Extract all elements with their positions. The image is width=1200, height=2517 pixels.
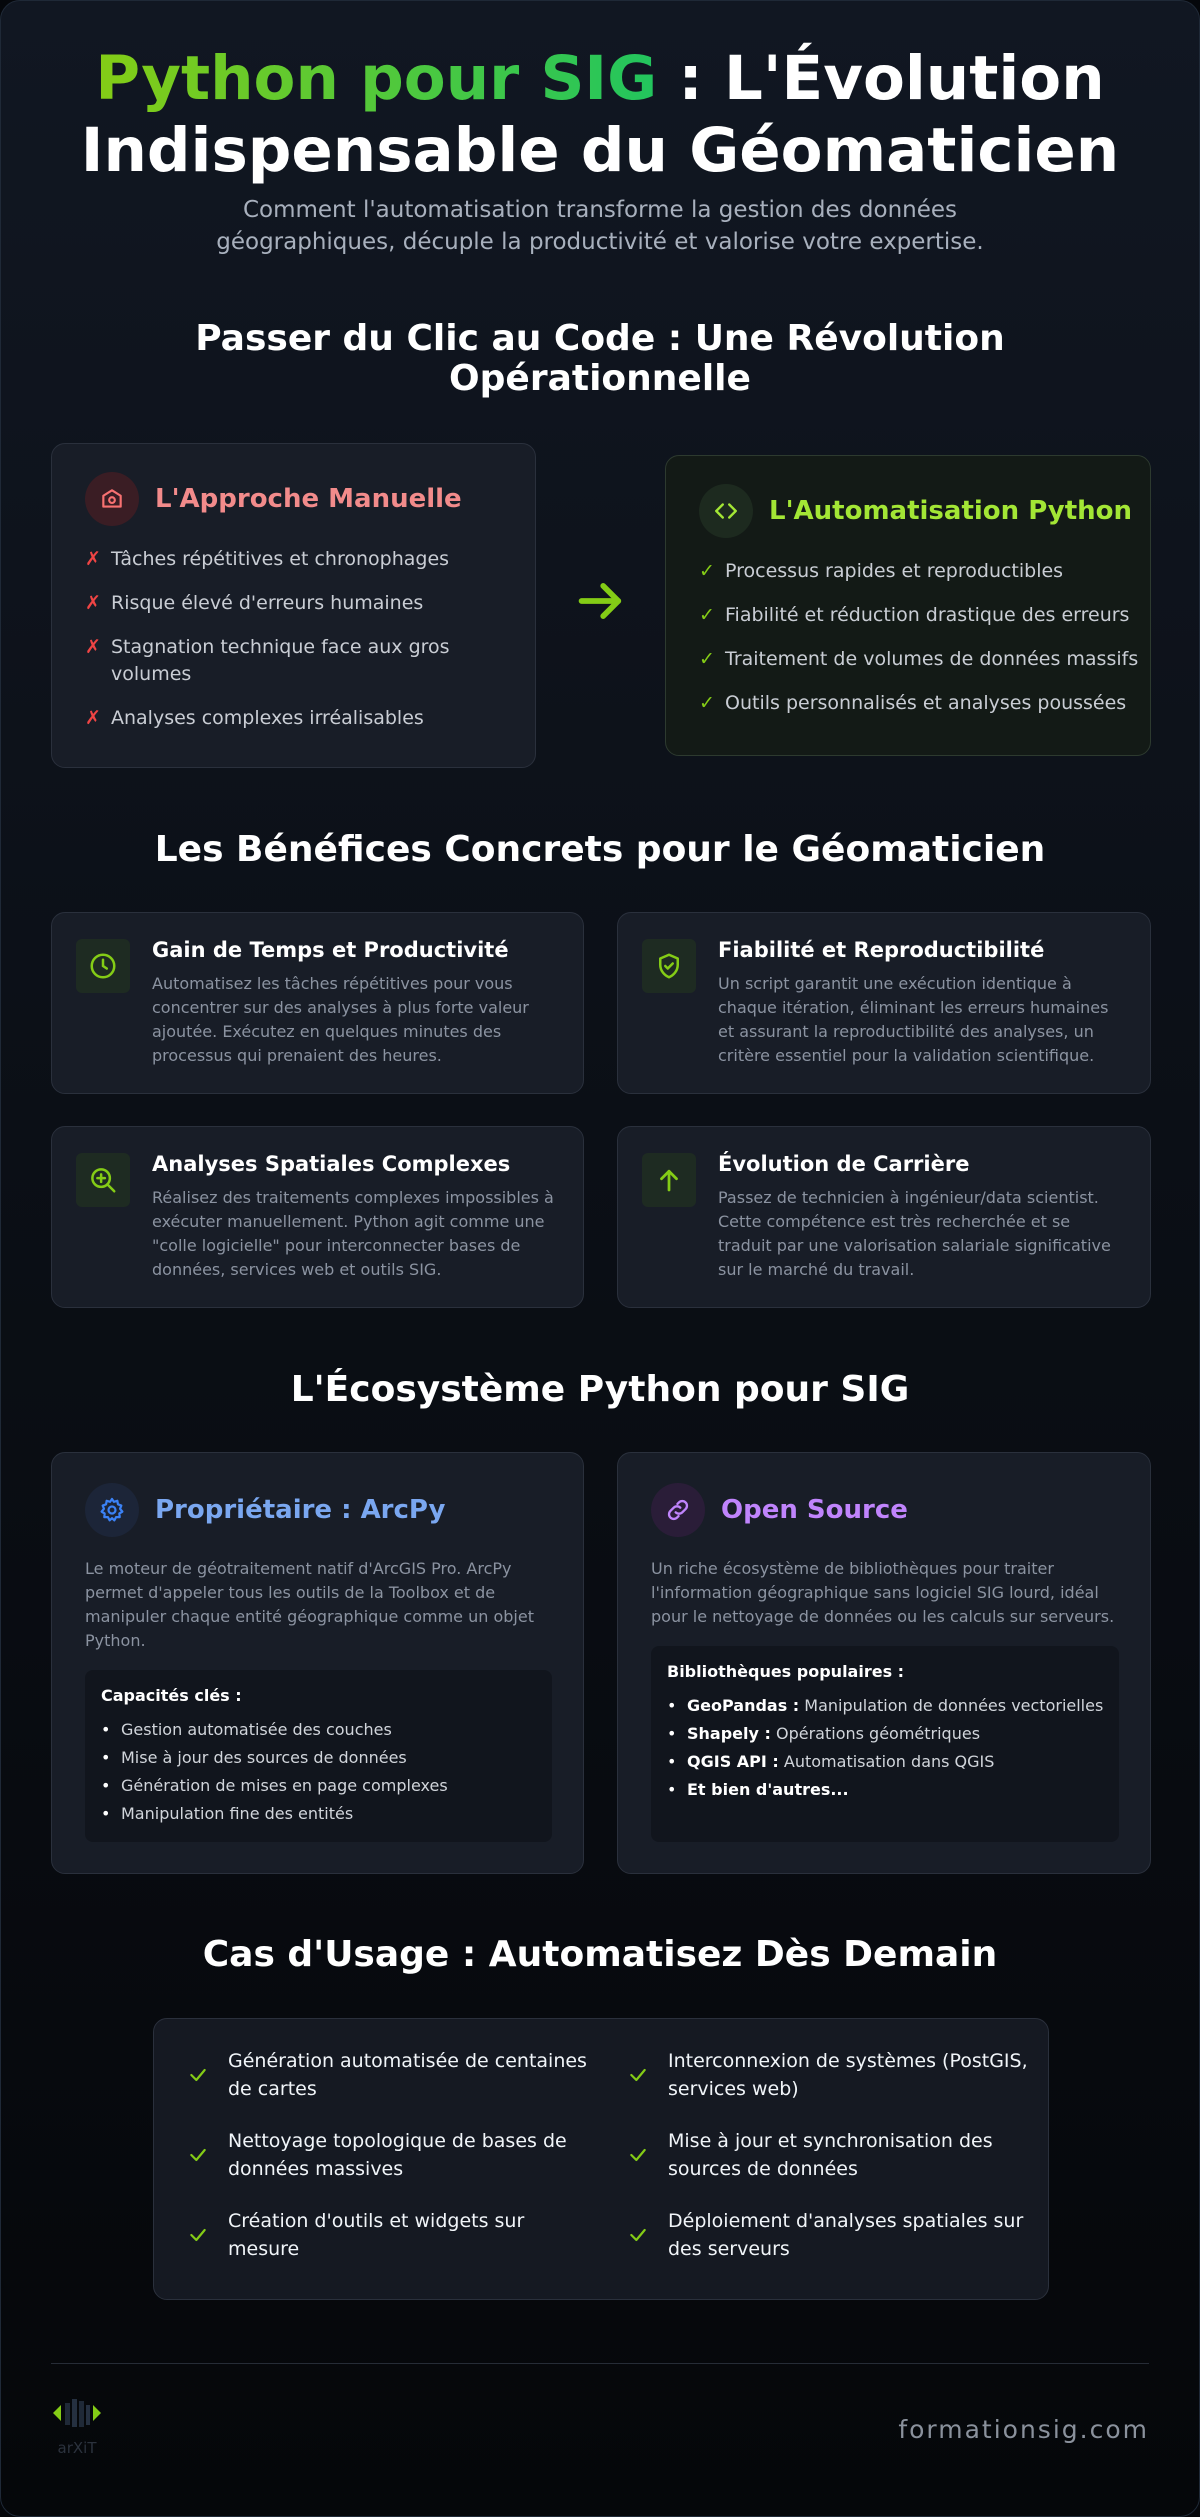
manual-approach-card	[51, 443, 536, 768]
check-icon	[188, 2145, 208, 2165]
check-icon: ✓	[699, 648, 715, 670]
list-item: ✗ Tâches répétitives et chronophages	[85, 546, 505, 573]
list-item: • GeoPandas : Manipulation de données vectorielles	[665, 1694, 1105, 1718]
list-item: ✓ Fiabilité et réduction drastique des erreurs	[699, 602, 1139, 629]
section-title-benefits: Les Bénéfices Concrets pour le Géomaticien	[154, 829, 1046, 870]
page-title-line2: Indispensable du Géomaticien	[80, 115, 1120, 186]
cross-icon: ✗	[85, 592, 101, 614]
list-item: • Manipulation fine des entités	[99, 1802, 539, 1826]
section-title-use-cases: Cas d'Usage : Automatisez Dès Demain	[202, 1934, 998, 1975]
link-icon	[651, 1483, 705, 1537]
gear-icon	[85, 1483, 139, 1537]
manual-card-title: L'Approche Manuelle	[155, 484, 462, 514]
check-icon	[188, 2225, 208, 2245]
page-title-highlight: Python pour SIG	[95, 43, 658, 114]
footer-website: formationsig.com	[898, 2415, 1149, 2444]
benefit-title: Fiabilité et Reproductibilité	[718, 938, 1045, 962]
benefit-card-career	[617, 1126, 1151, 1308]
check-icon: ✓	[699, 692, 715, 714]
manual-list	[85, 546, 505, 749]
list-item: ✓ Processus rapides et reproductibles	[699, 558, 1139, 585]
benefit-title: Gain de Temps et Productivité	[152, 938, 509, 962]
benefit-desc: Automatisez les tâches répétitives pour vous concentrer sur des analyses à plus forte valeur ajoutée. Exécutez en quelques minutes des processus qui prenaient des heures.	[152, 974, 529, 1065]
cross-icon: ✗	[85, 707, 101, 729]
benefit-desc: Passez de technicien à ingénieur/data scientist. Cette compétence est très recherchée et se traduit par une valorisation salariale significative sur le marché du travail.	[718, 1188, 1111, 1279]
libraries-list	[665, 1694, 1105, 1806]
section-title-line2: Opérationnelle	[449, 358, 751, 399]
arrow-up-icon	[642, 1153, 696, 1207]
svg-text:arXiT: arXiT	[57, 2439, 97, 2457]
search-plus-icon	[76, 1153, 130, 1207]
section-title-revolution	[101, 319, 1099, 399]
opensource-card-title: Open Source	[721, 1495, 908, 1525]
opensource-card	[617, 1452, 1151, 1874]
auto-card-header	[699, 484, 1132, 538]
footer-divider	[51, 2363, 1149, 2364]
arcpy-desc: Le moteur de géotraitement natif d'ArcGIS Pro. ArcPy permet d'appeler tous les outils de la Toolbox et de manipuler chaque entité géographique comme un objet Python.	[85, 1559, 534, 1650]
page-subtitle: Comment l'automatisation transforme la gestion des données géographiques, décuple la productivité et valorise votre expertise.	[216, 197, 984, 255]
list-item: • Mise à jour des sources de données	[99, 1746, 539, 1770]
use-case-item: Déploiement d'analyses spatiales sur des serveurs	[628, 2207, 1023, 2263]
arcpy-card-title: Propriétaire : ArcPy	[155, 1495, 446, 1525]
use-case-item: Interconnexion de systèmes (PostGIS, services web)	[628, 2047, 1028, 2103]
manual-card-header	[85, 472, 462, 526]
benefit-desc: Un script garantit une exécution identique à chaque itération, éliminant les erreurs humaines et assurant la reproductibilité des analyses, un critère essentiel pour la validation scientifique.	[718, 974, 1109, 1065]
use-case-item: Génération automatisée de centaines de cartes	[188, 2047, 587, 2103]
cross-icon: ✗	[85, 548, 101, 570]
capabilities-list	[99, 1718, 539, 1830]
check-icon	[628, 2145, 648, 2165]
section-title-ecosystem: L'Écosystème Python pour SIG	[290, 1369, 910, 1410]
check-icon: ✓	[699, 604, 715, 626]
auto-card-title: L'Automatisation Python	[769, 496, 1133, 526]
arcpy-card-header	[85, 1483, 445, 1537]
page-title	[1, 43, 1199, 187]
clock-icon	[76, 939, 130, 993]
code-icon	[699, 484, 753, 538]
check-icon: ✓	[699, 560, 715, 582]
cross-icon: ✗	[85, 636, 101, 658]
use-case-item: Création d'outils et widgets sur mesure	[188, 2207, 524, 2263]
opensource-card-header	[651, 1483, 908, 1537]
benefit-desc: Réalisez des traitements complexes impossibles à exécuter manuellement. Python agit comme une "colle logicielle" pour interconnecter bases de données, services web et outils SIG.	[152, 1188, 554, 1279]
shield-check-icon	[642, 939, 696, 993]
opensource-desc: Un riche écosystème de bibliothèques pour traiter l'information géographique sans logiciel SIG lourd, idéal pour le nettoyage de données ou les calculs sur serveurs.	[651, 1559, 1115, 1626]
list-item: • Gestion automatisée des couches	[99, 1718, 539, 1742]
benefit-title: Évolution de Carrière	[718, 1152, 970, 1176]
page-title-rest: : L'Évolution	[657, 43, 1105, 114]
list-item: • Et bien d'autres...	[665, 1778, 1105, 1802]
use-cases-card	[153, 2018, 1049, 2300]
check-icon	[628, 2065, 648, 2085]
benefit-card-reliability	[617, 912, 1151, 1094]
libraries-title: Bibliothèques populaires :	[667, 1662, 905, 1681]
benefit-title: Analyses Spatiales Complexes	[152, 1152, 511, 1176]
arcpy-card	[51, 1452, 584, 1874]
use-case-item: Mise à jour et synchronisation des sources de données	[628, 2127, 993, 2183]
list-item: • Génération de mises en page complexes	[99, 1774, 539, 1798]
arcpy-capabilities-box	[85, 1670, 552, 1842]
list-item: • QGIS API : Automatisation dans QGIS	[665, 1750, 1105, 1774]
list-item: ✓ Outils personnalisés et analyses poussées	[699, 690, 1139, 717]
use-case-item: Nettoyage topologique de bases de données massives	[188, 2127, 567, 2183]
camera-icon	[85, 472, 139, 526]
arrow-right-icon	[575, 575, 627, 631]
auto-list	[699, 558, 1139, 734]
section-title-line1: Passer du Clic au Code : Une Révolution	[195, 318, 1005, 359]
list-item: ✓ Traitement de volumes de données massifs	[699, 646, 1139, 673]
benefit-card-time	[51, 912, 584, 1094]
list-item: ✗ Risque élevé d'erreurs humaines	[85, 590, 505, 617]
list-item: ✗ Stagnation technique face aux gros volumes	[85, 634, 505, 688]
capabilities-title: Capacités clés :	[101, 1686, 242, 1705]
check-icon	[188, 2065, 208, 2085]
python-automation-card	[665, 455, 1151, 756]
list-item: ✗ Analyses complexes irréalisables	[85, 705, 505, 732]
benefit-card-spatial	[51, 1126, 584, 1308]
check-icon	[628, 2225, 648, 2245]
list-item: • Shapely : Opérations géométriques	[665, 1722, 1105, 1746]
arxit-logo	[49, 2395, 105, 2471]
libraries-box	[651, 1646, 1119, 1842]
